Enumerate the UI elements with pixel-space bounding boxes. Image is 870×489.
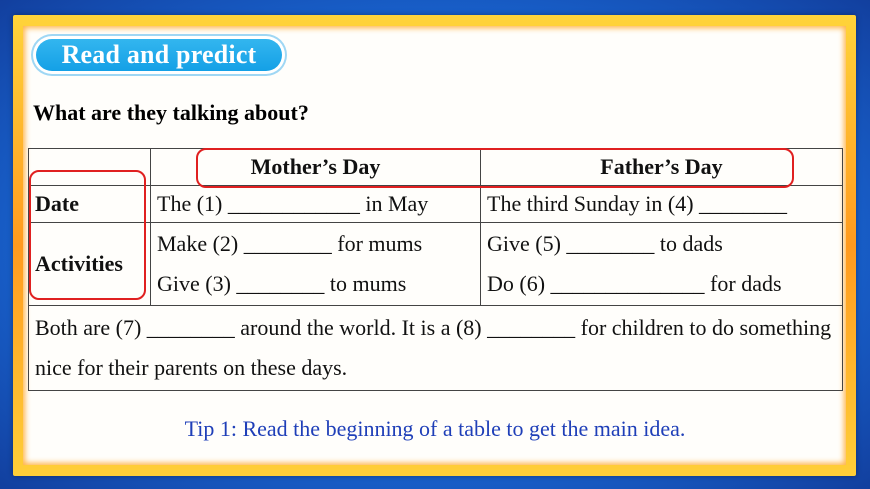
table-row-summary	[29, 306, 843, 391]
table-row-date	[29, 186, 843, 223]
row-label-activities: Activities	[29, 223, 151, 306]
table-row-activities	[29, 223, 843, 306]
column-header-mothers-day: Mother’s Day	[151, 149, 481, 186]
activity-mother-2: Give (3) ________ to mums	[157, 271, 407, 296]
activity-mother-1: Make (2) ________ for mums	[157, 231, 423, 256]
table-header-row	[29, 149, 843, 186]
summary-cell: Both are (7) ________ around the world. It is a (8) ________ for children to do something nice for their parents on these days.	[29, 306, 843, 391]
activity-father-2: Do (6) ______________ for dads	[487, 271, 782, 296]
prediction-table	[28, 148, 843, 391]
cell-activities-mother	[151, 223, 481, 306]
section-title: Read and predict	[36, 39, 282, 71]
section-header-pill	[33, 36, 285, 74]
empty-corner-cell	[29, 149, 151, 186]
cell-date-father: The third Sunday in (4) ________	[481, 186, 843, 223]
activity-father-1: Give (5) ________ to dads	[487, 231, 723, 256]
cell-activities-father	[481, 223, 843, 306]
cell-date-mother: The (1) ____________ in May	[151, 186, 481, 223]
tip-text: Tip 1: Read the beginning of a table to get the main idea.	[184, 416, 686, 441]
question-text: What are they talking about?	[33, 100, 309, 125]
column-header-fathers-day: Father’s Day	[481, 149, 843, 186]
row-label-date: Date	[29, 186, 151, 223]
